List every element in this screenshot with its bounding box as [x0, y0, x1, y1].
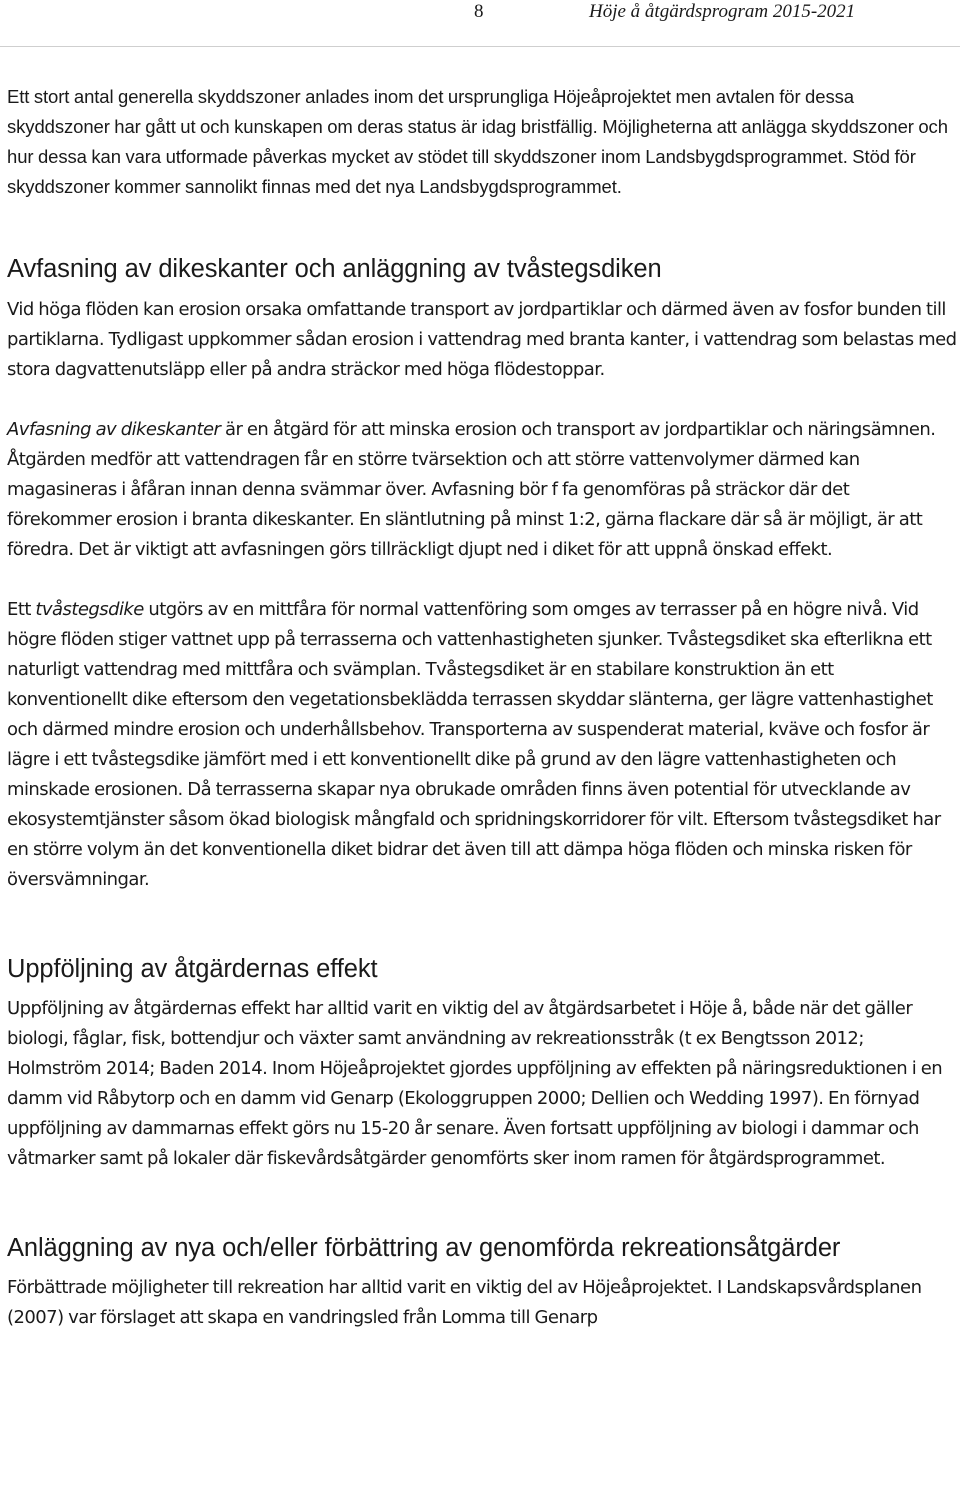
- intro-text: Ett stort antal generella skyddszoner anlades inom det ursprungliga Höjeåprojektet men avtalen för dessa skyddszoner har gått ut och kunskapen om deras status är idag bristfällig. Möjligheterna att anlägga skyddszoner och hur dessa kan vara utformade påverkas mycket av stödet till skyddszoner inom Landsbygdsprogrammet.: [7, 86, 948, 167]
- section-heading-avfasning: Avfasning av dikeskanter och anläggning av tvåstegsdiken: [7, 255, 662, 283]
- section-heading-rekreation: Anläggning av nya och/eller förbättring av genomförda rekreationsåtgärder: [7, 1234, 841, 1262]
- tvastegsdike-paragraph: [7, 595, 957, 895]
- avfasning-term: Avfasning av dikeskanter: [7, 419, 221, 440]
- section-heading-uppfoljning: Uppföljning av åtgärdernas effekt: [7, 955, 378, 983]
- tvastegsdike-text: utgörs av en mittfåra för normal vattenföring som omges av terrasser på en högre nivå. Vid högre flöden stiger vattnet upp på terrasserna och vattenhastigheten sjunker. Tvåstegsdiket ska efterlikna ett naturligt vattendrag med mittfåra och svämplan. Tvåstegsdiket är en stabilare konstruktion än ett konventionellt dike eftersom den vegetationsbeklädda terrassen skyddar slänterna, ger lägre vattenhastighet och därmed mindre erosion och underhållsbehov. Transporterna av suspenderat material, kväve och fosfor är lägre i ett tvåstegsdike jämfört med i ett konventionellt dike på grund av den lägre vattenhastigheten och minskade erosionen. Då terrasserna skapar nya obrukade områden finns även potential för utvecklande av ekosystemtjänster såsom ökad biologisk mångfald och spridningskorridorer för vilt. Eftersom tvåstegsdiket har en större volym än det konventionella diket bidrar det även till att dämpa höga flöden och minska risken för översvämningar.: [7, 599, 941, 890]
- page-header: [0, 0, 960, 47]
- tvastegsdike-intro: Ett: [7, 599, 36, 620]
- running-title: Höje å åtgärdsprogram 2015-2021: [589, 1, 856, 22]
- rekreation-paragraph: Förbättrade möjligheter till rekreation har alltid varit en viktig del av Höjeåprojektet. I Landskapsvårdsplanen (2007) var förslaget att skapa en vandringsled från Lomma till Genarp: [7, 1277, 922, 1328]
- intro-text-continued: Stöd för skyddszoner kommer sannolikt finnas med det nya Landsbygdsprogrammet.: [7, 146, 916, 197]
- avfasning-paragraph-2: [7, 415, 957, 565]
- page-number: 8: [474, 1, 484, 22]
- tvastegsdike-term: tvåstegsdike: [35, 599, 144, 620]
- avfasning-paragraph-2-text: är en åtgärd för att minska erosion och transport av jordpartiklar och näringsämnen. Åtgärden medför att vattendragen får en större tvärsektion och att större vattenvolymer därmed kan magasineras i åfåran innan denna svämmar över. Avfasning bör f fa genomföras på sträckor där det förekommer erosion i branta dikeskanter. En släntlutning på minst 1:2, gärna flackare där så är möjligt, är att föredra. Det är viktigt att avfasningen görs tillräckligt djupt ned i diket för att uppnå önskad effekt.: [7, 419, 936, 560]
- uppfoljning-paragraph: Uppföljning av åtgärdernas effekt har alltid varit en viktig del av åtgärdsarbetet i Höje å, både när det gäller biologi, fåglar, fisk, bottendjur och växter samt användning av rekreationsstråk (t ex Bengtsson 2012; Holmström 2014; Baden 2014. Inom Höjeåprojektet gjordes uppföljning av effekten på näringsreduktionen i en damm vid Råbytorp och en damm vid Genarp (Ekologgruppen 2000; Dellien och Wedding 1997). En förnyad uppföljning av dammarnas effekt görs nu 15-20 år senare. Även fortsatt uppföljning av biologi i dammar och våtmarker samt på lokaler där fiskevårdsåtgärder genomförts sker inom ramen för åtgärdsprogrammet.: [7, 998, 943, 1169]
- document-body: [7, 82, 957, 1333]
- avfasning-paragraph-1: Vid höga flöden kan erosion orsaka omfattande transport av jordpartiklar och därmed även av fosfor bunden till partiklarna. Tydligast uppkommer sådan erosion i vattendrag med branta kanter, i vattendrag som belastas med stora dagvattenutsläpp eller på andra sträckor med höga flödestoppar.: [7, 299, 957, 380]
- intro-paragraph: [7, 82, 957, 202]
